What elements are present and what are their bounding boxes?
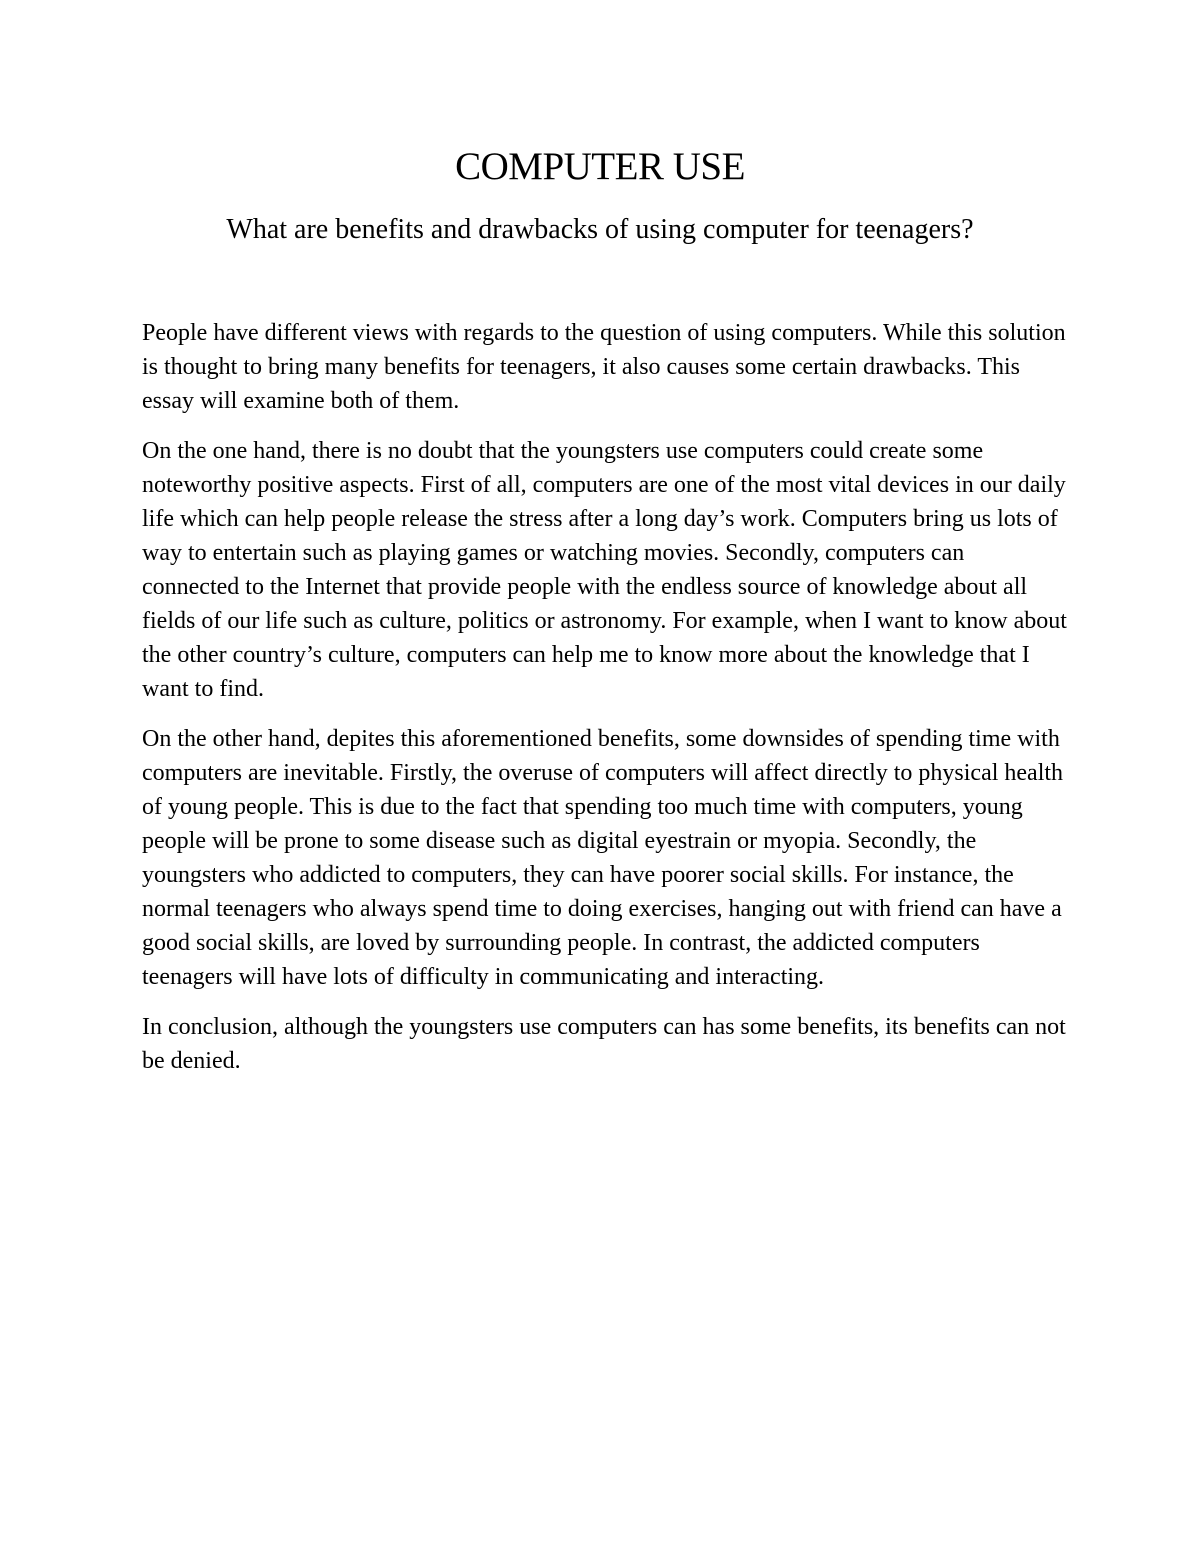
paragraph-benefits: On the one hand, there is no doubt that the youngsters use computers could create some noteworthy positive aspects. First of all, computers are one of the most vital devices in our daily life which can help people release the stress after a long day’s work. Computers bring us lots of way to entertain such as playing games or watching movies. Secondly, computers can connected to the Internet that provide people with the endless source of knowledge about all fields of our life such as culture, politics or astronomy. For example, when I want to know about the other country’s culture, computers can help me to know more about the knowledge that I want to find. (142, 438, 1067, 702)
paragraph-conclusion: In conclusion, although the youngsters use computers can has some benefits, its benefits can not be denied. (142, 1014, 1066, 1074)
paragraph-drawbacks: On the other hand, depites this aforementioned benefits, some downsides of spending time with computers are inevitable. Firstly, the overuse of computers will affect directly to physical health of young people. This is due to the fact that spending too much time with computers, young people will be prone to some disease such as digital eyestrain or myopia. Secondly, the youngsters who addicted to computers, they can have poorer social skills. For instance, the normal teenagers who always spend time to doing exercises, hanging out with friend can have a good social skills, are loved by surrounding people. In contrast, the addicted computers teenagers will have lots of difficulty in communicating and interacting. (142, 726, 1064, 990)
document-subtitle: What are benefits and drawbacks of using computer for teenagers? (226, 214, 974, 245)
document-title: COMPUTER USE (455, 145, 745, 188)
essay-body (142, 316, 1067, 1094)
paragraph-introduction: People have different views with regards to the question of using computers. While this solution is thought to bring many benefits for teenagers, it also causes some certain drawbacks. This essay will examine both of them. (142, 320, 1066, 414)
